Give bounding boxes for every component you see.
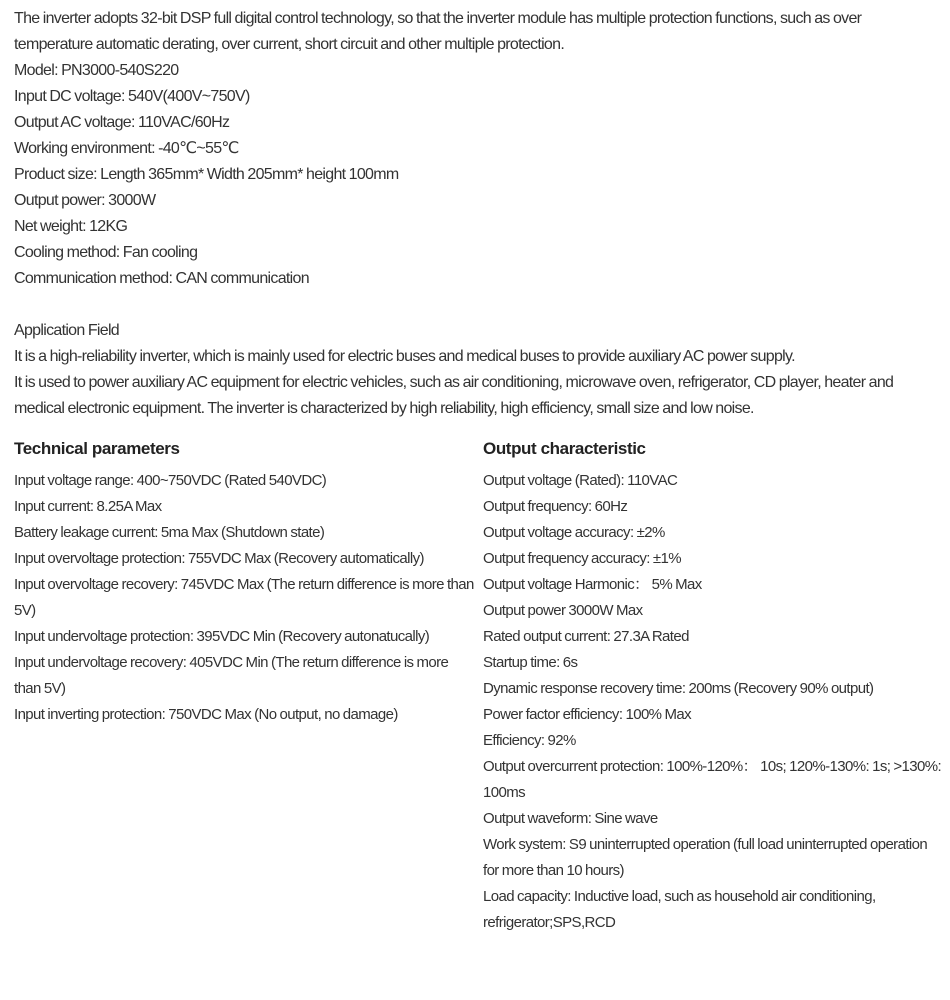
tech-item-battery-leakage-current: Battery leakage current: 5ma Max (Shutdown state): [14, 524, 325, 541]
technical-parameters-section: [14, 422, 483, 728]
output-characteristic-title: Output characteristic: [483, 439, 646, 458]
technical-parameters-list: [14, 468, 483, 728]
spec-line-model: Model: PN3000-540S220: [14, 62, 179, 79]
spec-line-input-dc-voltage: Input DC voltage: 540V(400V~750V): [14, 88, 250, 105]
output-item-voltage-harmonic: Output voltage Harmonic： 5% Max: [483, 576, 702, 593]
output-item-waveform: Output waveform: Sine wave: [483, 810, 658, 827]
tech-item-input-undervoltage-recovery: Input undervoltage recovery: 405VDC Min (The return difference is more than 5V): [14, 654, 449, 697]
output-item-work-system: Work system: S9 uninterrupted operation (full load uninterrupted operation for more than 10 hours): [483, 836, 928, 879]
spec-columns: [14, 422, 950, 936]
spec-line-net-weight: Net weight: 12KG: [14, 218, 128, 235]
tech-item-input-overvoltage-protection: Input overvoltage protection: 755VDC Max (Recovery automatically): [14, 550, 424, 567]
output-item-startup-time: Startup time: 6s: [483, 654, 578, 671]
spec-line-product-size: Product size: Length 365mm* Width 205mm* height 100mm: [14, 166, 399, 183]
output-item-voltage-accuracy: Output voltage accuracy: ±2%: [483, 524, 665, 541]
tech-item-input-current: Input current: 8.25A Max: [14, 498, 162, 515]
output-item-voltage-rated: Output voltage (Rated): 110VAC: [483, 472, 678, 489]
spec-line-working-environment: Working environment: -40℃~55℃: [14, 140, 239, 157]
application-paragraph-2: It is used to power auxiliary AC equipment for electric vehicles, such as air conditioning, microwave oven, refrigerator, CD player, heater and medical electronic equipment. The inverter is characterized by high reliability, high efficiency, small size and low noise.: [14, 374, 894, 417]
spec-line-output-ac-voltage: Output AC voltage: 110VAC/60Hz: [14, 114, 230, 131]
output-characteristic-section: [483, 422, 950, 936]
application-field-title: Application Field: [14, 322, 119, 339]
spec-line-output-power: Output power: 3000W: [14, 192, 156, 209]
output-item-power-factor: Power factor efficiency: 100% Max: [483, 706, 692, 723]
spec-list: [14, 58, 950, 292]
output-characteristic-list: [483, 468, 950, 936]
output-item-overcurrent-protection: Output overcurrent protection: 100%-120%： 10s; 120%-130%: 1s; >130%: 100ms: [483, 758, 942, 801]
tech-item-input-undervoltage-protection: Input undervoltage protection: 395VDC Min (Recovery autonatucally): [14, 628, 430, 645]
output-item-efficiency: Efficiency: 92%: [483, 732, 576, 749]
application-paragraph-1: It is a high-reliability inverter, which is mainly used for electric buses and medical buses to provide auxiliary AC power supply.: [14, 348, 795, 365]
output-item-power-max: Output power 3000W Max: [483, 602, 643, 619]
tech-item-input-voltage-range: Input voltage range: 400~750VDC (Rated 540VDC): [14, 472, 327, 489]
application-field-section: [14, 318, 950, 422]
product-description: The inverter adopts 32-bit DSP full digital control technology, so that the inverter module has multiple protection functions, such as over temperature automatic derating, over current, short circuit and other multiple protection.: [14, 10, 862, 53]
technical-parameters-title: Technical parameters: [14, 439, 180, 458]
output-item-rated-current: Rated output current: 27.3A Rated: [483, 628, 689, 645]
spec-line-cooling-method: Cooling method: Fan cooling: [14, 244, 198, 261]
tech-item-input-inverting-protection: Input inverting protection: 750VDC Max (No output, no damage): [14, 706, 398, 723]
output-item-frequency-accuracy: Output frequency accuracy: ±1%: [483, 550, 682, 567]
output-item-dynamic-response: Dynamic response recovery time: 200ms (Recovery 90% output): [483, 680, 874, 697]
spec-line-communication-method: Communication method: CAN communication: [14, 270, 309, 287]
output-item-load-capacity: Load capacity: Inductive load, such as household air conditioning, refrigerator;SPS,RCD: [483, 888, 876, 931]
output-item-frequency: Output frequency: 60Hz: [483, 498, 628, 515]
tech-item-input-overvoltage-recovery: Input overvoltage recovery: 745VDC Max (The return difference is more than 5V): [14, 576, 474, 619]
